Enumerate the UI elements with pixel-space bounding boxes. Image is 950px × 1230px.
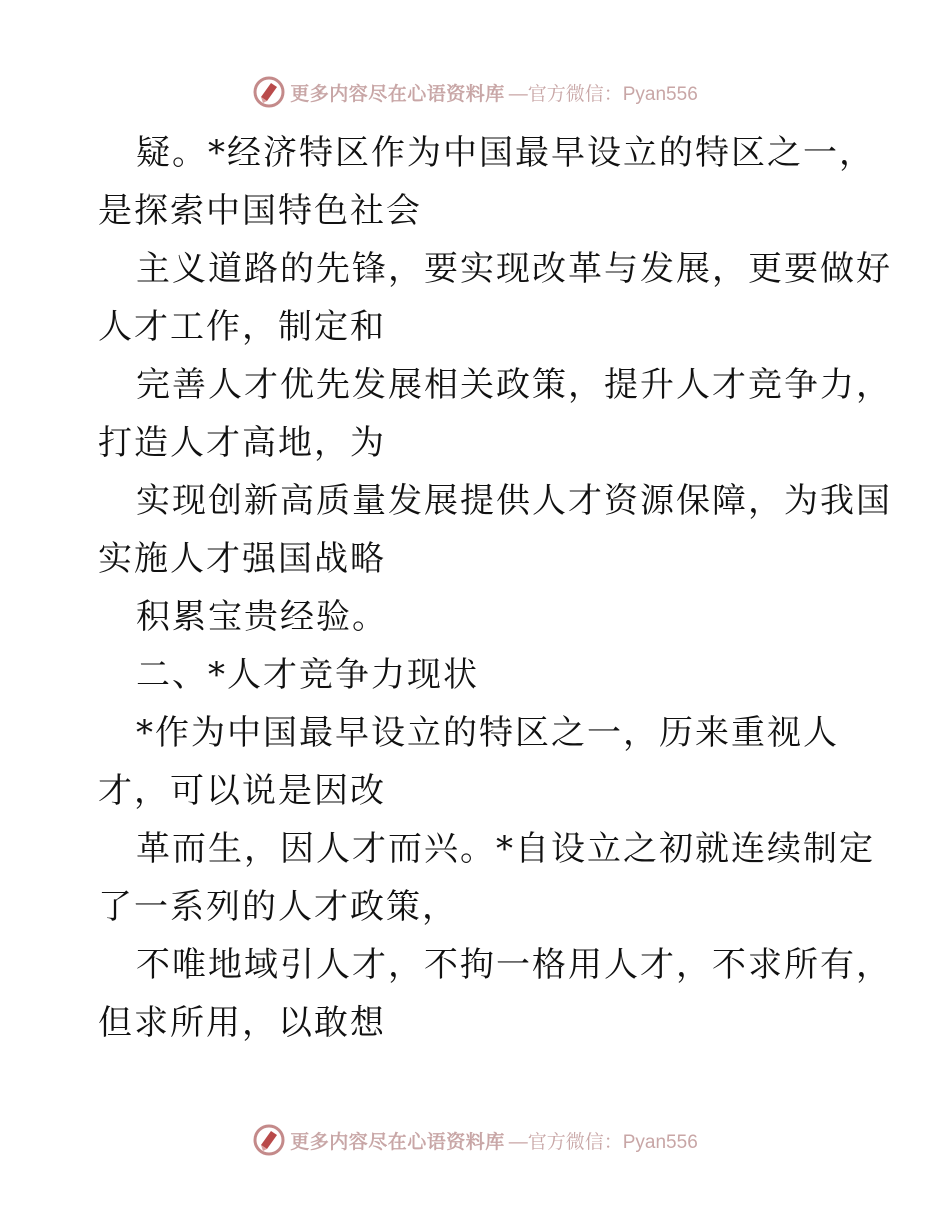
text-line: 打造人才高地，为: [98, 423, 386, 463]
text-line: 积累宝贵经验。: [136, 597, 388, 637]
text-line: 才，可以说是因改: [98, 771, 386, 811]
text-line: 主义道路的先锋，要实现改革与发展，更要做好: [136, 249, 892, 289]
text-line: *作为中国最早设立的特区之一，历来重视人: [136, 713, 839, 753]
logo-icon: [252, 1123, 286, 1157]
header-watermark: [0, 72, 950, 112]
text-line: 但求所用，以敢想: [98, 1003, 386, 1043]
section-heading: 二、*人才竞争力现状: [136, 655, 479, 695]
watermark-wechat-text: —官方微信：Pyan556: [508, 1131, 698, 1153]
watermark-wechat-text: —官方微信：Pyan556: [508, 83, 698, 105]
text-line: 革而生，因人才而兴。*自设立之初就连续制定: [136, 829, 875, 869]
text-line: 不唯地域引人才，不拘一格用人才，不求所有，: [136, 945, 892, 985]
watermark-site-text: 更多内容尽在心语资料库: [290, 1130, 505, 1153]
footer-watermark: [0, 1120, 950, 1160]
text-line: 了一系列的人才政策，: [98, 887, 458, 927]
text-line: 完善人才优先发展相关政策，提升人才竞争力，: [136, 365, 892, 405]
text-line: 人才工作，制定和: [98, 307, 386, 347]
text-line: 是探索中国特色社会: [98, 191, 422, 231]
text-line: 实现创新高质量发展提供人才资源保障，为我国: [136, 481, 892, 521]
logo-icon: [252, 75, 286, 109]
text-line: 实施人才强国战略: [98, 539, 386, 579]
watermark-site-text: 更多内容尽在心语资料库: [290, 82, 505, 105]
document-body: [98, 124, 892, 1052]
text-line: 疑。*经济特区作为中国最早设立的特区之一，: [136, 133, 875, 173]
